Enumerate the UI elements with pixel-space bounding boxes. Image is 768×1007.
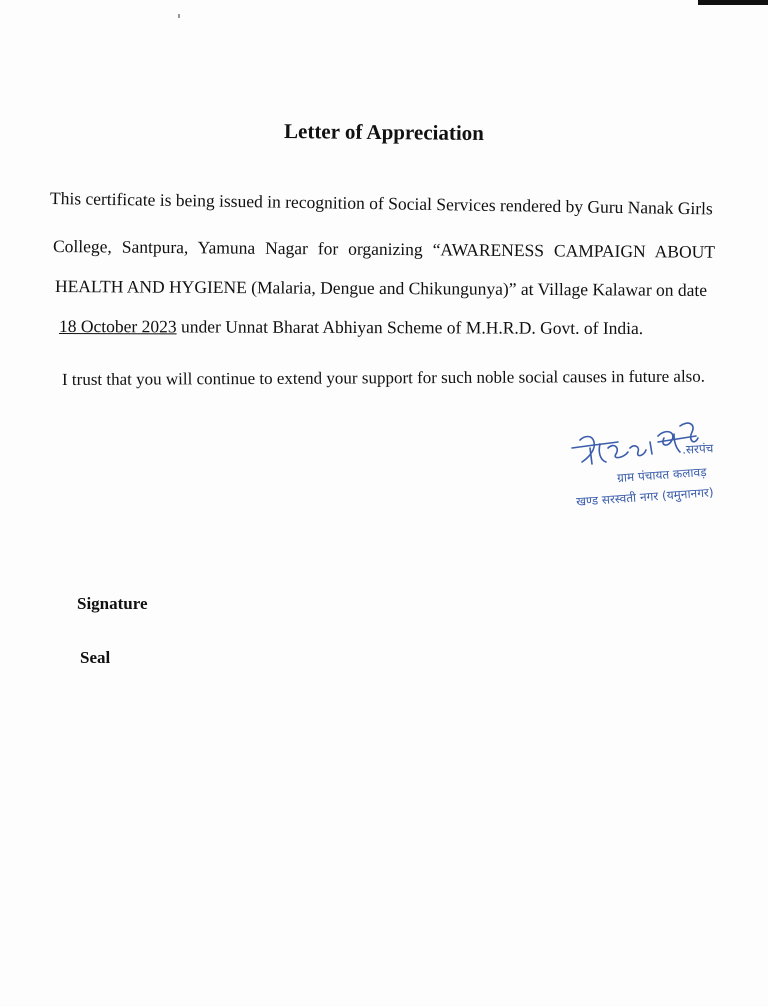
seal-label: Seal	[80, 648, 111, 667]
body-line-4	[59, 316, 643, 339]
letter-title: Letter of Appreciation	[283, 118, 485, 146]
body-line-2: College, Santpura, Yamuna Nagar for organizing “AWARENESS CAMPAIGN ABOUT	[52, 236, 716, 262]
closing-line: I trust that you will continue to extend your support for such noble social causes in future also.	[61, 366, 706, 389]
scan-edge-mark	[698, 0, 768, 5]
stamp-line-1: ग्राम पंचायत कलावड़	[616, 464, 707, 486]
body-line-4-rest: under Unnat Bharat Abhiyan Scheme of M.H.R.D. Govt. of India.	[176, 316, 644, 339]
body-line-1: This certificate is being issued in recognition of Social Services rendered by Guru Nanak Girls	[49, 188, 713, 219]
stamp-designation: .सरपंच	[681, 441, 714, 457]
signature-label: Signature	[77, 594, 148, 613]
sarpanch-stamp	[562, 418, 734, 518]
scan-speck	[178, 14, 180, 18]
event-date: 18 October 2023	[58, 316, 177, 337]
body-line-3: HEALTH AND HYGIENE (Malaria, Dengue and Chikungunya)” at Village Kalawar on date	[54, 276, 708, 300]
stamp-line-2: खण्ड सरस्वती नगर (यमुनानगर)	[575, 485, 714, 509]
